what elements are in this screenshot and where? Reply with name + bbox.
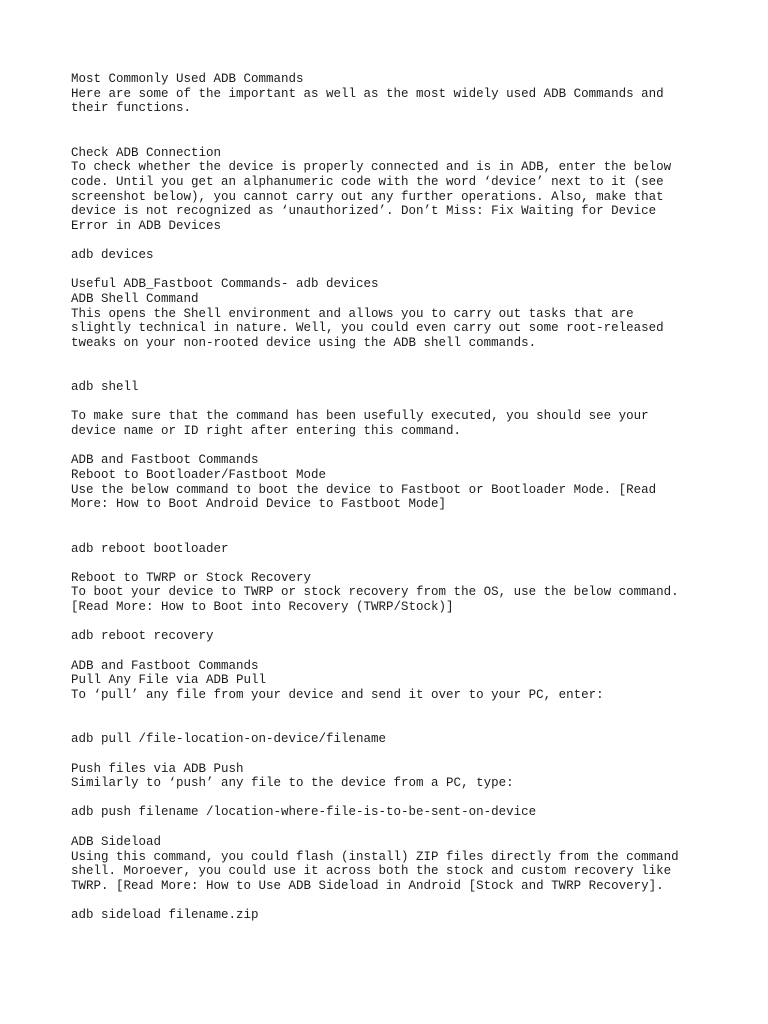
paragraph-line: device name or ID right after entering this command. (71, 424, 462, 438)
command-line: adb sideload filename.zip (71, 908, 259, 922)
section-heading: ADB Shell Command (71, 292, 199, 306)
paragraph-line: [Read More: How to Boot into Recovery (TWRP/Stock)] (71, 600, 454, 614)
paragraph-line: To make sure that the command has been usefully executed, you should see your (71, 409, 649, 423)
paragraph-line: Here are some of the important as well as the most widely used ADB Commands and (71, 87, 664, 101)
section-heading: Check ADB Connection (71, 146, 222, 160)
paragraph-line: TWRP. [Read More: How to Use ADB Sideload in Android [Stock and TWRP Recovery]. (71, 879, 664, 893)
command-line: adb devices (71, 248, 154, 262)
paragraph-line: shell. Moroever, you could use it across both the stock and custom recovery like (71, 864, 672, 878)
paragraph-line: Error in ADB Devices (71, 219, 222, 233)
paragraph-line: Use the below command to boot the device to Fastboot or Bootloader Mode. [Read (71, 483, 657, 497)
paragraph-line: slightly technical in nature. Well, you could even carry out some root-released (71, 321, 664, 335)
paragraph-line: their functions. (71, 101, 192, 115)
section-heading: Push files via ADB Push (71, 762, 244, 776)
paragraph-line: Using this command, you could flash (install) ZIP files directly from the command (71, 850, 679, 864)
caption-line: ADB and Fastboot Commands (71, 659, 259, 673)
section-heading: Pull Any File via ADB Pull (71, 673, 267, 687)
command-line: adb reboot bootloader (71, 542, 229, 556)
paragraph-line: To check whether the device is properly connected and is in ADB, enter the below (71, 160, 672, 174)
paragraph-line: Similarly to ‘push’ any file to the device from a PC, type: (71, 776, 514, 790)
paragraph-line: This opens the Shell environment and allows you to carry out tasks that are (71, 307, 634, 321)
section-heading: Reboot to TWRP or Stock Recovery (71, 571, 312, 585)
paragraph-line: tweaks on your non-rooted device using the ADB shell commands. (71, 336, 537, 350)
command-line: adb shell (71, 380, 139, 394)
command-line: adb push filename /location-where-file-is-to-be-sent-on-device (71, 805, 537, 819)
section-heading: Most Commonly Used ADB Commands (71, 72, 304, 86)
caption-line: ADB and Fastboot Commands (71, 453, 259, 467)
caption-line: Useful ADB_Fastboot Commands- adb devices (71, 277, 379, 291)
paragraph-line: To ‘pull’ any file from your device and send it over to your PC, enter: (71, 688, 604, 702)
command-line: adb reboot recovery (71, 629, 214, 643)
paragraph-line: To boot your device to TWRP or stock recovery from the OS, use the below command. (71, 585, 679, 599)
paragraph-line: code. Until you get an alphanumeric code with the word ‘device’ next to it (see (71, 175, 664, 189)
section-heading: Reboot to Bootloader/Fastboot Mode (71, 468, 327, 482)
paragraph-line: More: How to Boot Android Device to Fastboot Mode] (71, 497, 447, 511)
paragraph-line: screenshot below), you cannot carry out any further operations. Also, make that (71, 190, 664, 204)
section-heading: ADB Sideload (71, 835, 162, 849)
command-line: adb pull /file-location-on-device/filename (71, 732, 387, 746)
paragraph-line: device is not recognized as ‘unauthorized’. Don’t Miss: Fix Waiting for Device (71, 204, 657, 218)
